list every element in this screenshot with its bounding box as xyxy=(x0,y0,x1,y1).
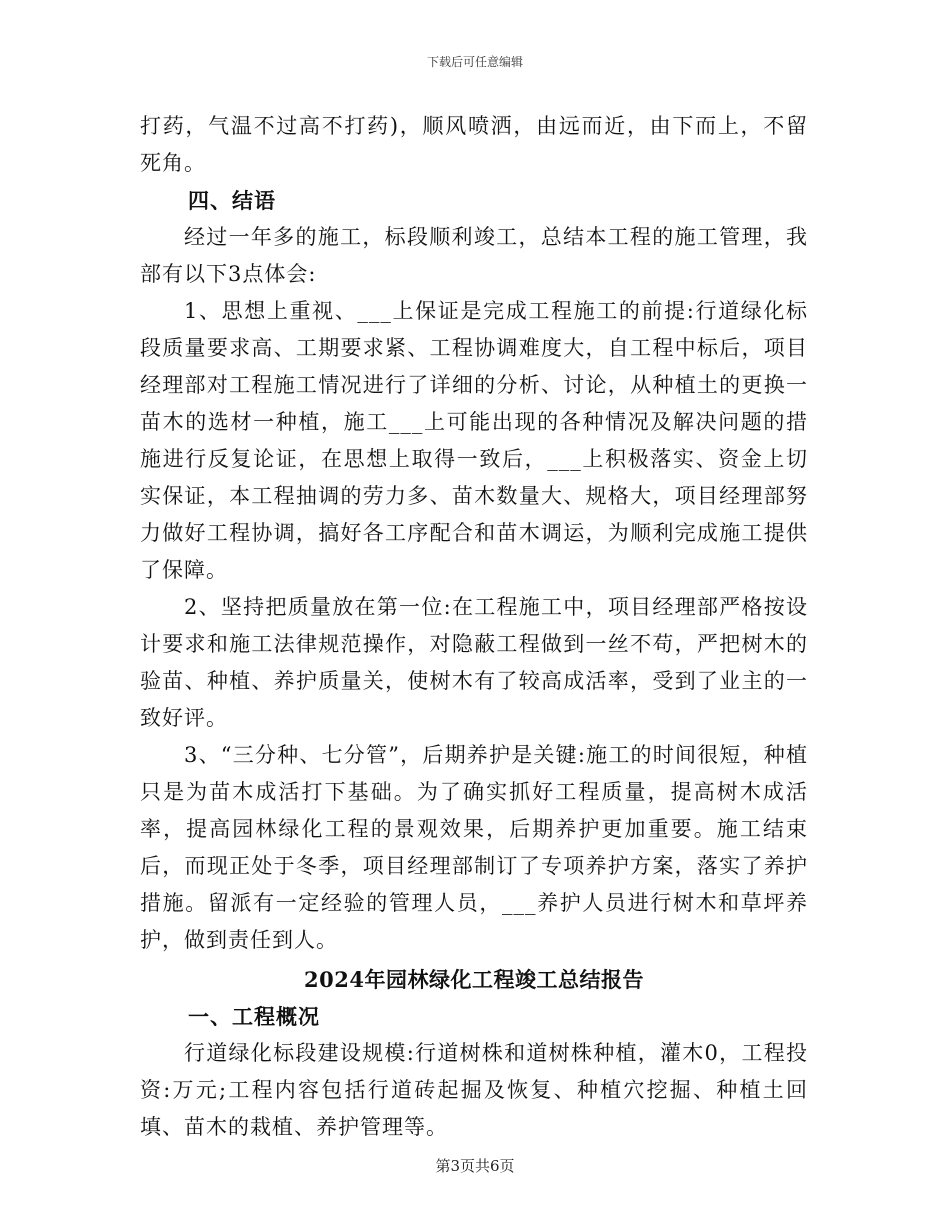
paragraph-conclusion-intro: 经过一年多的施工，标段顺利竣工，总结本工程的施工管理，我部有以下3点体会: xyxy=(140,225,808,286)
section-heading-overview: 一、工程概况 xyxy=(188,1004,320,1029)
paragraph-continuation: 打药，气温不过高不打药)，顺风喷洒，由远而近，由下而上，不留死角。 xyxy=(140,114,808,175)
paragraph-point-2: 2、坚持把质量放在第一位:在工程施工中，项目经理部严格按设计要求和施工法律规范操作，对隐蔽工程做到一丝不苟，严把树木的验苗、种植、养护质量关，使树木有了较高成活率，受到了业主的一致好评。 xyxy=(140,595,808,730)
document-body xyxy=(140,108,808,1146)
page-number: 第3页共6页 xyxy=(435,1157,515,1175)
paragraph-overview: 行道绿化标段建设规模:行道树株和道树株种植，灌木0，工程投资:万元;工程内容包括行道砖起掘及恢复、种植穴挖掘、种植土回填、苗木的栽植、养护管理等。 xyxy=(140,1041,808,1139)
paragraph-point-1: 1、思想上重视、___上保证是完成工程施工的前提:行道绿化标段质量要求高、工期要求紧、工程协调难度大，自工程中标后，项目经理部对工程施工情况进行了详细的分析、讨论，从种植土的更换一苗木的选材一种植，施工___上可能出现的各种情况及解决问题的措施进行反复论证，在思想上取得一致后，___上积极落实、资金上切实保证，本工程抽调的劳力多、苗木数量大、规格大，项目经理部努力做好工程协调，搞好各工序配合和苗木调运，为顺利完成施工提供了保障。 xyxy=(140,299,808,582)
paragraph-point-3: 3、“三分种、七分管”，后期养护是关键:施工的时间很短，种植只是为苗木成活打下基础。为了确实抓好工程质量，提高树木成活率，提高园林绿化工程的景观效果，后期养护更加重要。施工结束后，而现正处于冬季，项目经理部制订了专项养护方案，落实了养护措施。留派有一定经验的管理人员，___养护人员进行树木和草坪养护，做到责任到人。 xyxy=(140,743,808,952)
section-heading-conclusion: 四、结语 xyxy=(188,188,276,213)
report-title: 2024年园林绿化工程竣工总结报告 xyxy=(304,967,644,992)
page-header-note: 下载后可任意编辑 xyxy=(426,55,523,69)
